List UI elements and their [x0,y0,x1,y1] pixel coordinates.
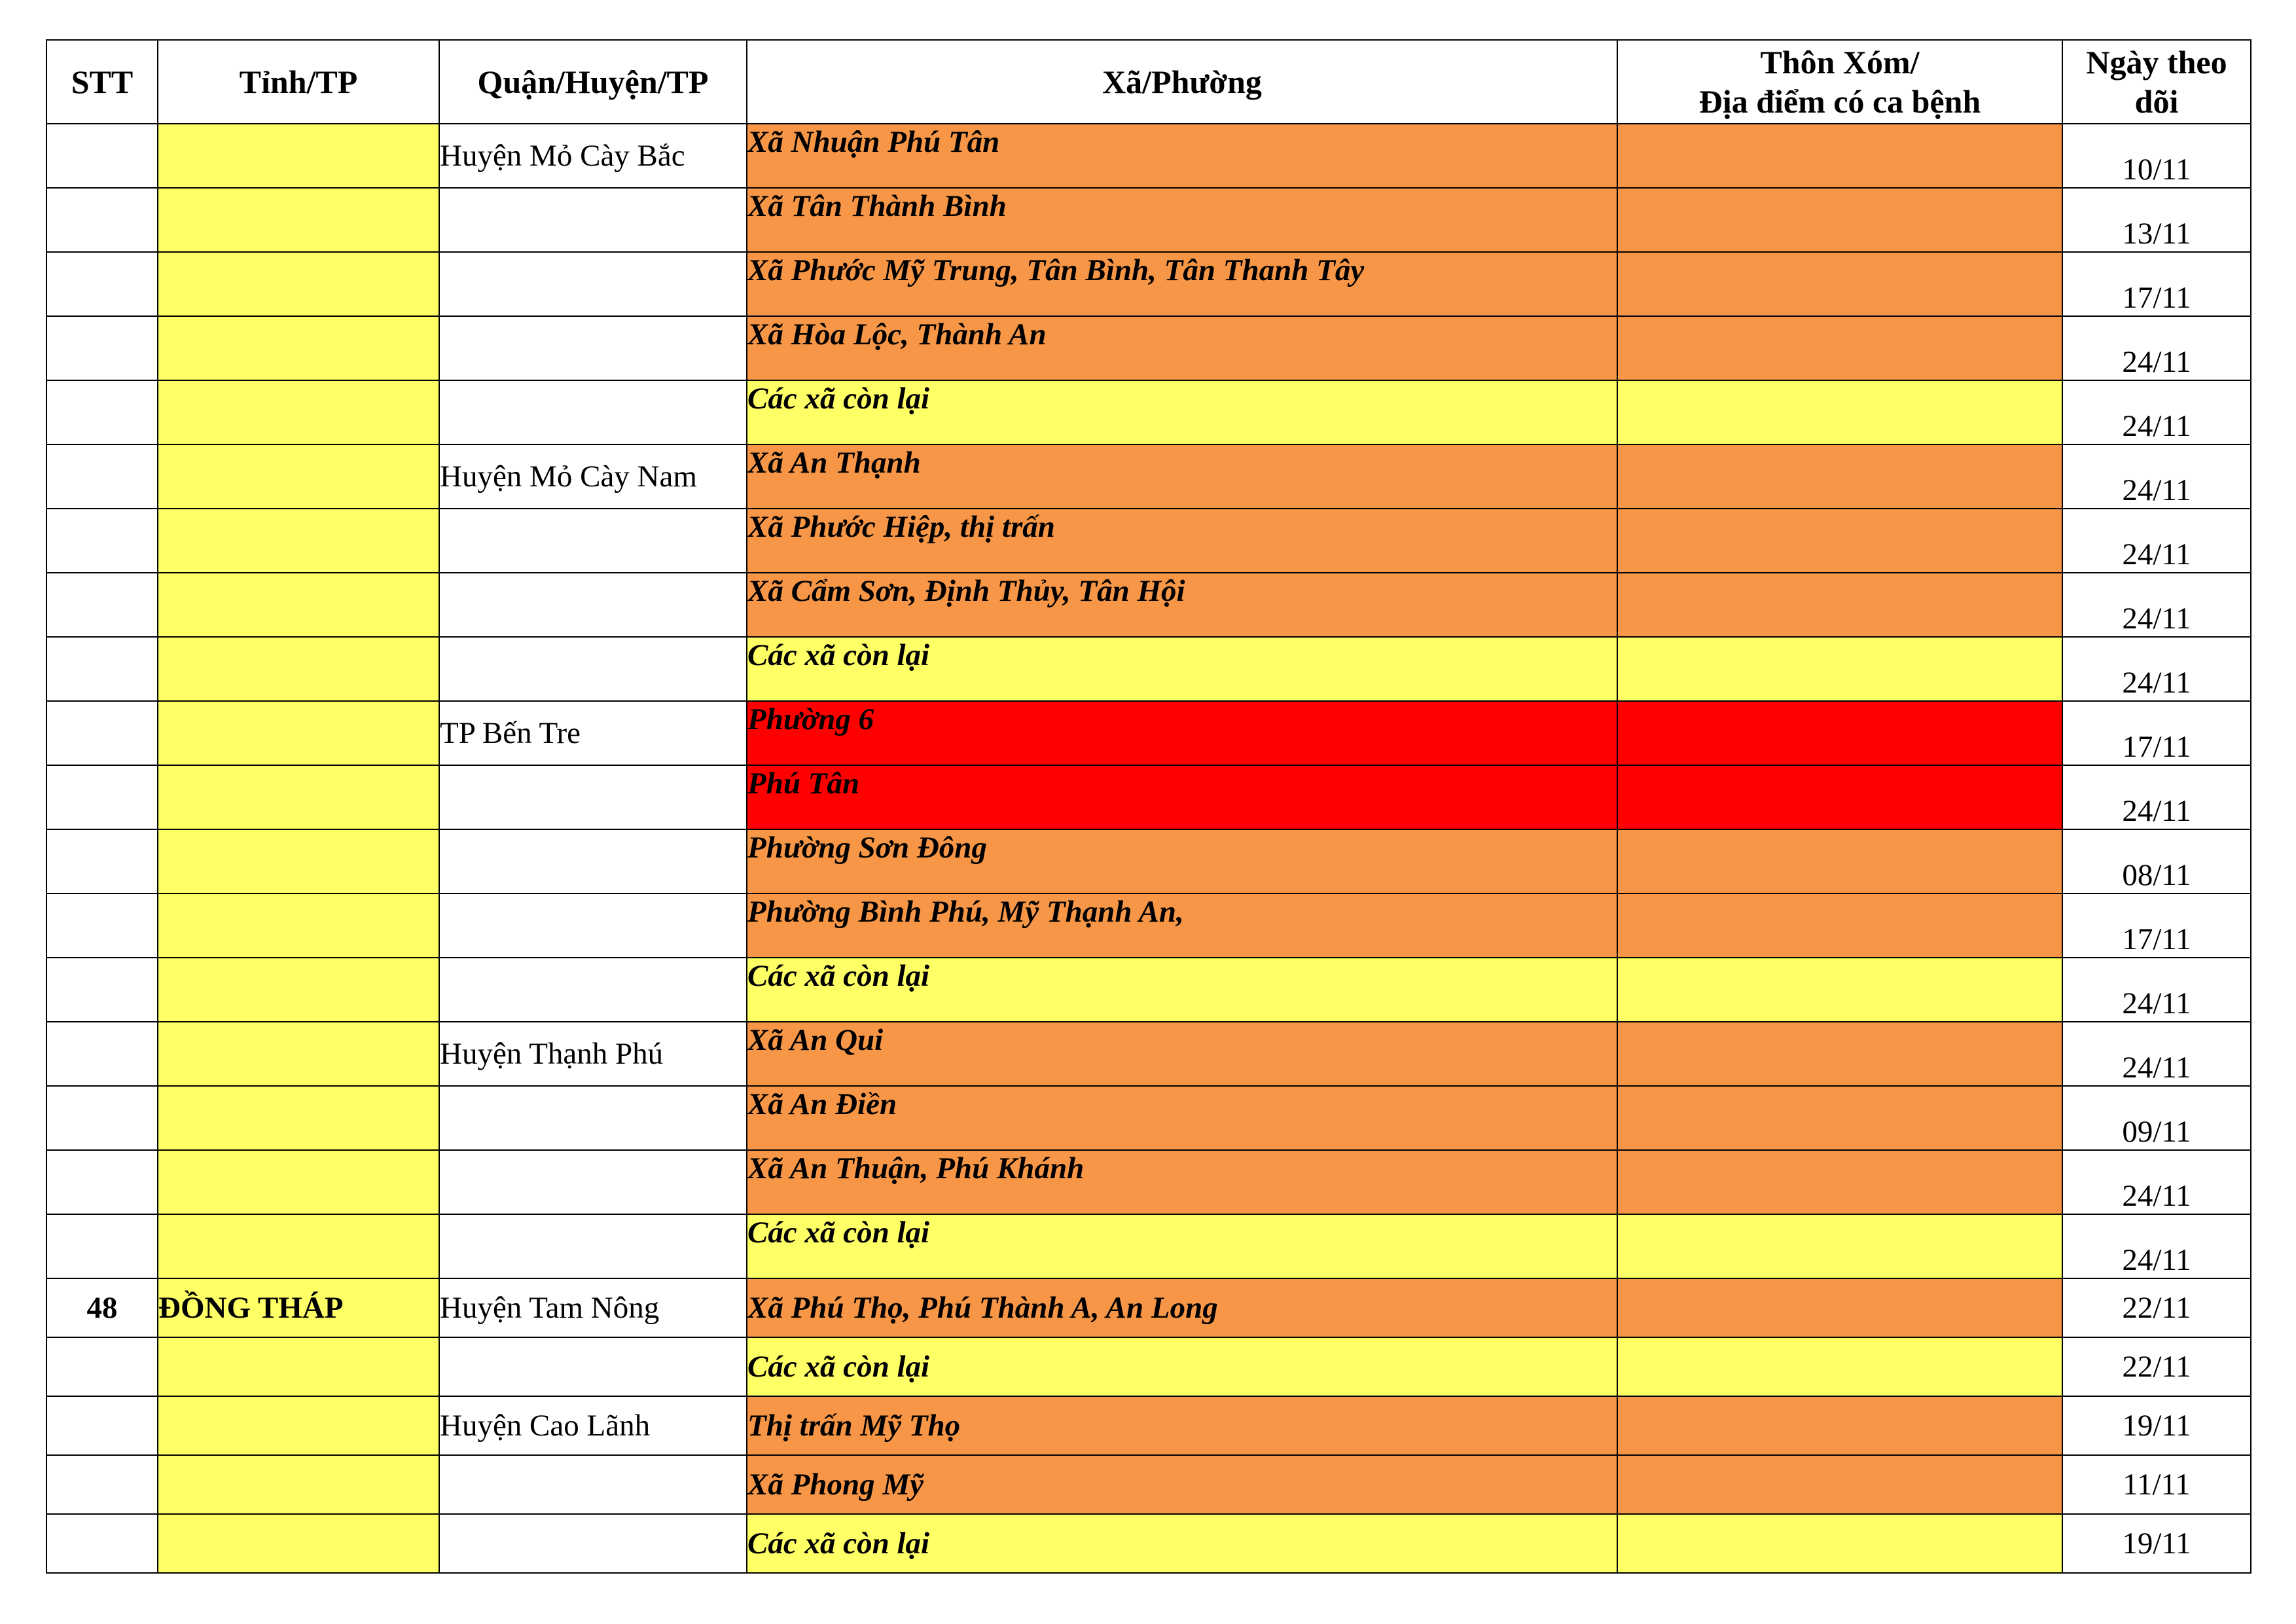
ward-cell: Xã Hòa Lộc, Thành An [747,316,1617,380]
date-cell: 24/11 [2062,1150,2251,1214]
location-cell [1617,1278,2062,1337]
ward-cell: Xã An Thạnh [747,444,1617,509]
date-cell: 24/11 [2062,637,2251,701]
province-cell [158,1022,439,1086]
table-row [46,252,2251,316]
date-cell: 24/11 [2062,1214,2251,1278]
date-cell: 13/11 [2062,188,2251,252]
district-cell [439,958,747,1022]
table-row [46,701,2251,765]
stt-cell [46,1022,158,1086]
date-cell: 24/11 [2062,380,2251,444]
district-cell [439,1214,747,1278]
province-cell [158,1455,439,1514]
district-cell [439,573,747,637]
province-cell [158,1514,439,1573]
location-cell [1617,1150,2062,1214]
date-cell: 24/11 [2062,765,2251,829]
ward-cell: Các xã còn lại [747,958,1617,1022]
stt-cell [46,893,158,958]
district-cell: Huyện Thạnh Phú [439,1022,747,1086]
stt-cell [46,829,158,893]
province-cell [158,1337,439,1396]
ward-cell: Các xã còn lại [747,1214,1617,1278]
location-cell [1617,252,2062,316]
province-cell [158,701,439,765]
ward-cell: Xã An Điền [747,1086,1617,1150]
district-cell [439,1150,747,1214]
header-row [46,40,2251,124]
province-cell [158,637,439,701]
header-district: Quận/Huyện/TP [439,40,747,124]
ward-cell: Phường Bình Phú, Mỹ Thạnh An, [747,893,1617,958]
district-cell [439,380,747,444]
date-cell: 17/11 [2062,252,2251,316]
ward-cell: Phường Sơn Đông [747,829,1617,893]
ward-cell: Xã Cẩm Sơn, Định Thủy, Tân Hội [747,573,1617,637]
stt-cell [46,1150,158,1214]
table-row [46,1086,2251,1150]
location-cell [1617,1022,2062,1086]
table-row [46,893,2251,958]
district-cell [439,893,747,958]
table-row [46,1396,2251,1455]
header-location [1617,40,2062,124]
ward-cell: Các xã còn lại [747,1514,1617,1573]
location-cell [1617,1455,2062,1514]
header-date [2062,40,2251,124]
stt-cell [46,701,158,765]
province-cell [158,958,439,1022]
province-cell [158,1396,439,1455]
stt-cell [46,1337,158,1396]
stt-cell [46,509,158,573]
date-cell: 10/11 [2062,124,2251,188]
table-row [46,958,2251,1022]
table-row [46,1278,2251,1337]
table-row [46,509,2251,573]
ward-cell: Xã Phú Thọ, Phú Thành A, An Long [747,1278,1617,1337]
district-cell [439,1337,747,1396]
ward-cell: Xã Phước Hiệp, thị trấn [747,509,1617,573]
date-cell: 19/11 [2062,1514,2251,1573]
district-cell [439,509,747,573]
province-cell [158,444,439,509]
province-cell [158,829,439,893]
table-row [46,637,2251,701]
location-cell [1617,1086,2062,1150]
date-cell: 24/11 [2062,573,2251,637]
table-row [46,1337,2251,1396]
district-cell [439,252,747,316]
ward-cell: Phú Tân [747,765,1617,829]
date-cell: 17/11 [2062,893,2251,958]
location-cell [1617,1337,2062,1396]
province-cell [158,252,439,316]
table-row [46,573,2251,637]
province-cell [158,765,439,829]
province-cell [158,893,439,958]
district-cell: Huyện Mỏ Cày Nam [439,444,747,509]
location-cell [1617,444,2062,509]
district-cell [439,316,747,380]
ward-cell: Các xã còn lại [747,380,1617,444]
stt-cell [46,1396,158,1455]
province-cell [158,124,439,188]
date-cell: 24/11 [2062,509,2251,573]
ward-cell: Xã Phước Mỹ Trung, Tân Bình, Tân Thanh Tây [747,252,1617,316]
date-cell: 08/11 [2062,829,2251,893]
province-cell [158,1150,439,1214]
table-row [46,444,2251,509]
location-cell [1617,124,2062,188]
table-row [46,1455,2251,1514]
header-location-line2: Địa điểm có ca bệnh [1698,83,1981,120]
table-row [46,1214,2251,1278]
date-cell: 24/11 [2062,444,2251,509]
province-cell [158,316,439,380]
date-cell: 09/11 [2062,1086,2251,1150]
province-cell [158,188,439,252]
stt-cell [46,637,158,701]
district-cell [439,765,747,829]
district-cell [439,1514,747,1573]
stt-cell [46,573,158,637]
location-cell [1617,829,2062,893]
stt-cell [46,188,158,252]
province-cell [158,380,439,444]
table-row [46,188,2251,252]
table-row [46,316,2251,380]
stt-cell [46,380,158,444]
province-cell [158,573,439,637]
date-cell: 11/11 [2062,1455,2251,1514]
stt-cell [46,252,158,316]
ward-cell: Xã Phong Mỹ [747,1455,1617,1514]
table-row [46,1150,2251,1214]
date-cell: 19/11 [2062,1396,2251,1455]
district-cell [439,1455,747,1514]
district-cell: Huyện Cao Lãnh [439,1396,747,1455]
location-cell [1617,958,2062,1022]
province-cell [158,1214,439,1278]
district-cell [439,637,747,701]
ward-cell: Xã An Qui [747,1022,1617,1086]
district-cell [439,188,747,252]
stt-cell [46,765,158,829]
date-cell: 24/11 [2062,316,2251,380]
location-cell [1617,1214,2062,1278]
location-cell [1617,380,2062,444]
location-cell [1617,765,2062,829]
ward-cell: Xã Tân Thành Bình [747,188,1617,252]
province-cell [158,509,439,573]
date-cell: 17/11 [2062,701,2251,765]
ward-cell: Thị trấn Mỹ Thọ [747,1396,1617,1455]
location-cell [1617,701,2062,765]
district-cell: TP Bến Tre [439,701,747,765]
stt-cell [46,1086,158,1150]
date-cell: 24/11 [2062,958,2251,1022]
table-row [46,380,2251,444]
location-cell [1617,509,2062,573]
header-date-line2: dõi [2134,83,2179,120]
table-row [46,1022,2251,1086]
ward-cell: Xã An Thuận, Phú Khánh [747,1150,1617,1214]
district-cell: Huyện Mỏ Cày Bắc [439,124,747,188]
stt-cell [46,1214,158,1278]
header-province: Tỉnh/TP [158,40,439,124]
district-cell [439,829,747,893]
ward-cell: Các xã còn lại [747,1337,1617,1396]
header-date-line1: Ngày theo [2086,44,2227,81]
date-cell: 22/11 [2062,1337,2251,1396]
header-location-line1: Thôn Xóm/ [1760,44,1920,81]
table-row [46,124,2251,188]
table-row [46,765,2251,829]
stt-cell [46,958,158,1022]
stt-cell [46,124,158,188]
location-cell [1617,637,2062,701]
location-cell [1617,188,2062,252]
header-stt: STT [46,40,158,124]
ward-cell: Xã Nhuận Phú Tân [747,124,1617,188]
epidemic-level-table [46,39,2251,1574]
date-cell: 22/11 [2062,1278,2251,1337]
stt-cell [46,1514,158,1573]
location-cell [1617,573,2062,637]
district-cell: Huyện Tam Nông [439,1278,747,1337]
header-ward: Xã/Phường [747,40,1617,124]
location-cell [1617,893,2062,958]
district-cell [439,1086,747,1150]
table-row [46,1514,2251,1573]
province-cell [158,1086,439,1150]
ward-cell: Các xã còn lại [747,637,1617,701]
location-cell [1617,316,2062,380]
province-cell: ĐỒNG THÁP [158,1278,439,1337]
date-cell: 24/11 [2062,1022,2251,1086]
location-cell [1617,1514,2062,1573]
stt-cell: 48 [46,1278,158,1337]
table-row [46,829,2251,893]
stt-cell [46,1455,158,1514]
stt-cell [46,316,158,380]
location-cell [1617,1396,2062,1455]
stt-cell [46,444,158,509]
ward-cell: Phường 6 [747,701,1617,765]
